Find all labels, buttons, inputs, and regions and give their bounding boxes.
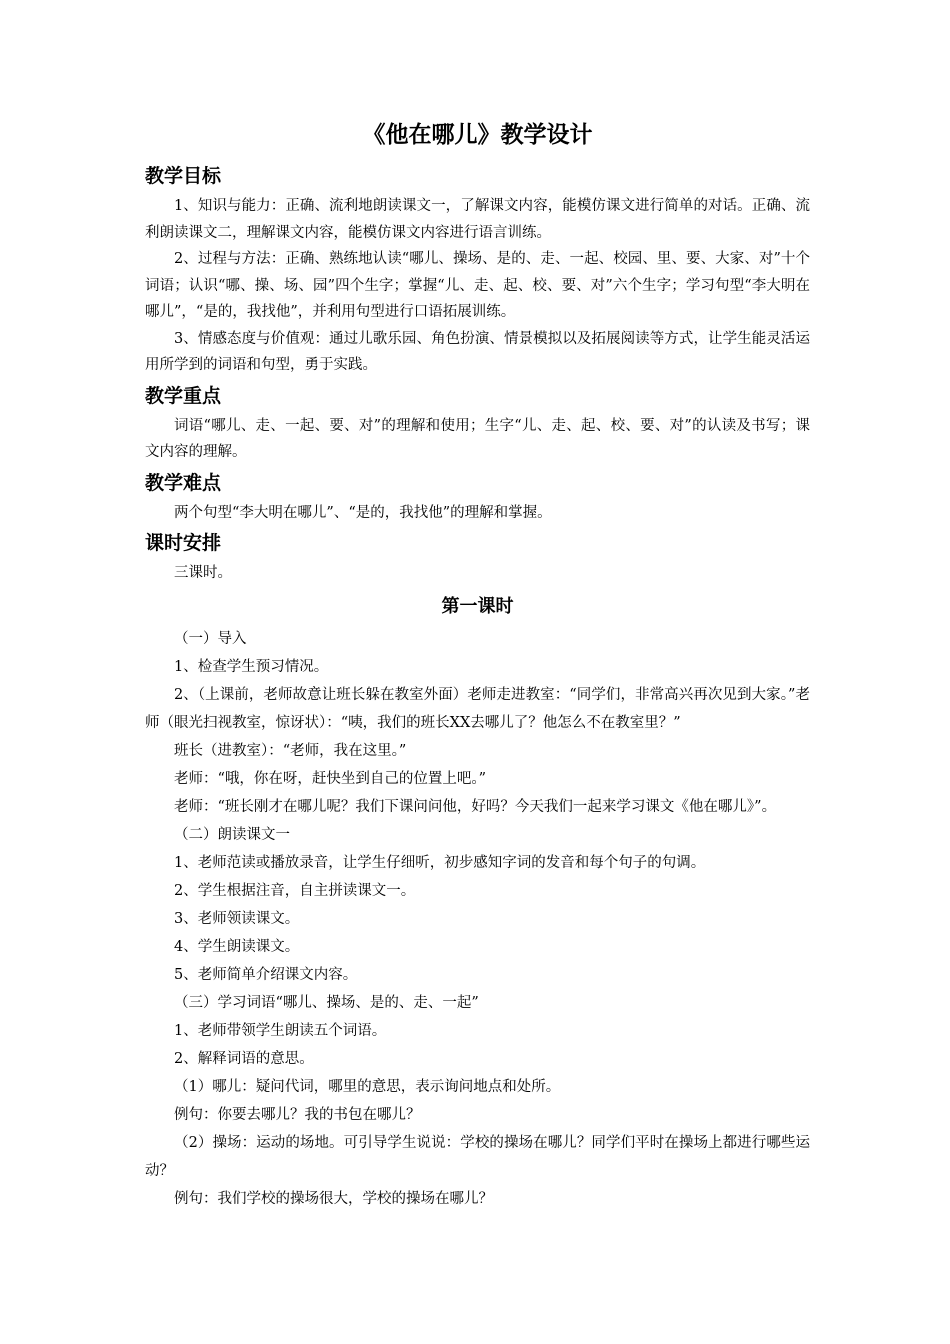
section-heading-schedule: 课时安排 bbox=[145, 532, 222, 554]
lesson-paragraph: 1、老师带领学生朗读五个词语。 bbox=[174, 1022, 387, 1039]
lesson-paragraph: （2）操场：运动的场地。可引导学生说说：学校的操场在哪儿？同学们平时在操场上都进行哪些运动？ bbox=[145, 1134, 810, 1179]
lesson-paragraph: 2、解释词语的意思。 bbox=[174, 1050, 314, 1067]
section-heading-key-points: 教学重点 bbox=[145, 384, 222, 407]
document-title: 《他在哪儿》教学设计 bbox=[362, 122, 593, 148]
lesson-paragraph: 2、学生根据注音，自主拼读课文一。 bbox=[174, 882, 416, 899]
lesson-paragraph: 2、（上课前，老师故意让班长躲在教室外面）老师走进教室：“同学们，非常高兴再次见到大家。”老师（眼光扫视教室，惊讶状）：“咦，我们的班长XX去哪儿了？他怎么不在教室里？” bbox=[145, 686, 810, 731]
lesson-paragraph: 4、学生朗读课文。 bbox=[174, 938, 300, 955]
objective-paragraph: 1、知识与能力：正确、流利地朗读课文一，了解课文内容，能模仿课文进行简单的对话。正确、流利朗读课文二，理解课文内容，能模仿课文内容进行语言训练。 bbox=[145, 198, 810, 241]
lesson-one-heading: 第一课时 bbox=[441, 595, 514, 617]
lesson-paragraph: 老师：“班长刚才在哪儿呢？我们下课问问他，好吗？今天我们一起来学习课文《他在哪儿》”。 bbox=[174, 798, 777, 815]
section-heading-objectives: 教学目标 bbox=[145, 165, 222, 187]
key-points-paragraph: 词语“哪儿、走、一起、要、对”的理解和使用；生字“儿、走、起、校、要、对”的认读及书写；课文内容的理解。 bbox=[145, 417, 810, 460]
lesson-paragraph: 3、老师领读课文。 bbox=[174, 910, 300, 927]
section-heading-difficulties: 教学难点 bbox=[145, 471, 222, 494]
schedule-paragraph: 三课时。 bbox=[174, 565, 232, 581]
lesson-paragraph: （一）导入 bbox=[174, 630, 247, 647]
lesson-paragraph: 班长（进教室）：“老师，我在这里。” bbox=[174, 742, 407, 759]
lesson-paragraph: （三）学习词语“哪儿、操场、是的、走、一起” bbox=[174, 994, 479, 1011]
lesson-paragraph: （二）朗读课文一 bbox=[174, 826, 290, 843]
lesson-paragraph: 5、老师简单介绍课文内容。 bbox=[174, 966, 358, 983]
lesson-paragraph: （1）哪儿：疑问代词，哪里的意思，表示询问地点和处所。 bbox=[174, 1078, 561, 1095]
lesson-paragraph: 1、老师范读或播放录音，让学生仔细听，初步感知字词的发音和每个句子的句调。 bbox=[174, 854, 706, 871]
lesson-paragraph: 老师：“哦，你在呀，赶快坐到自己的位置上吧。” bbox=[174, 770, 487, 787]
difficulties-paragraph: 两个句型“李大明在哪儿”、“是的，我找他”的理解和掌握。 bbox=[174, 504, 552, 521]
lesson-paragraph: 1、检查学生预习情况。 bbox=[174, 658, 329, 675]
document-body bbox=[145, 118, 810, 1213]
lesson-paragraph: 例句：我们学校的操场很大，学校的操场在哪儿？ bbox=[174, 1190, 493, 1207]
objective-paragraph: 2、过程与方法：正确、熟练地认读“哪儿、操场、是的、走、一起、校园、里、要、大家、对”十个词语；认识“哪、操、场、园”四个生字；掌握“儿、走、起、校、要、对”六个生字；学习句型“李大明在哪儿”，“是的，我找他”，并利用句型进行口语拓展训练。 bbox=[145, 251, 810, 320]
lesson-paragraph: 例句：你要去哪儿？我的书包在哪儿？ bbox=[174, 1106, 421, 1123]
objective-paragraph: 3、情感态度与价值观：通过儿歌乐园、角色扮演、情景模拟以及拓展阅读等方式，让学生能灵活运用所学到的词语和句型，勇于实践。 bbox=[145, 330, 810, 373]
